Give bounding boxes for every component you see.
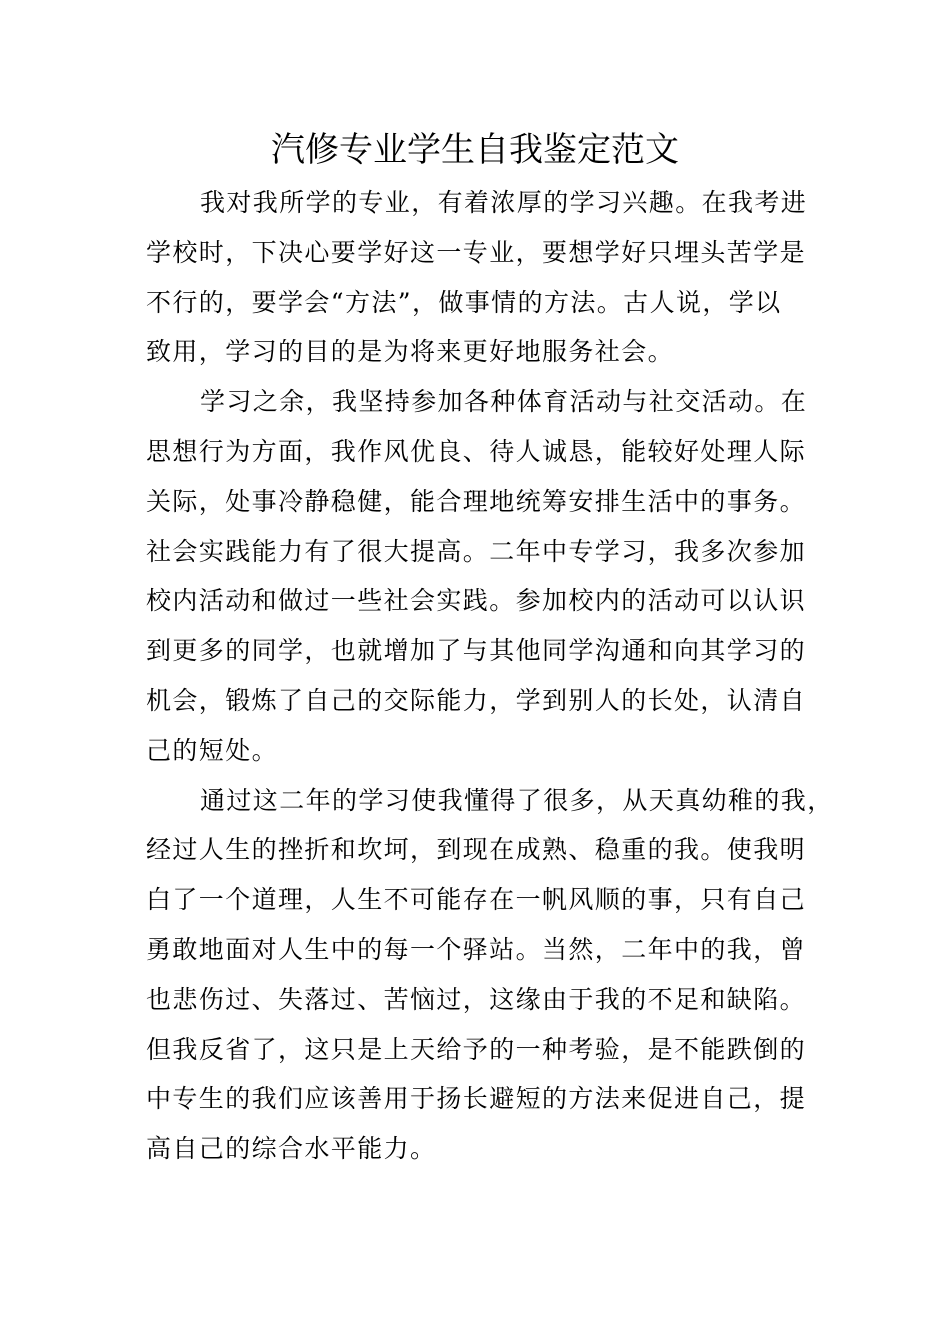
- paragraph-2-line-8: 己的短处。: [146, 735, 279, 765]
- paragraph-3-line-7: 中专生的我们应该善用于扬长避短的方法来促进自己，提: [146, 1084, 807, 1114]
- paragraph-3-line-8: 高自己的综合水平能力。: [146, 1134, 437, 1164]
- paragraph-1-line-1: 我对我所学的专业，有着浓厚的学习兴趣。在我考进: [200, 188, 808, 217]
- paragraph-1-line-4: 致用，学习的目的是为将来更好地服务社会。: [146, 337, 675, 367]
- paragraph-3-line-3: 白了一个道理，人生不可能存在一帆风顺的事，只有自己: [146, 885, 807, 915]
- paragraph-1-line-2: 学校时，下决心要学好这一专业，要想学好只埋头苦学是: [146, 237, 807, 267]
- paragraph-2-line-1: 学习之余，我坚持参加各种体育活动与社交活动。在: [200, 387, 808, 417]
- document-title: 汽修专业学生自我鉴定范文: [271, 130, 679, 170]
- paragraph-3-line-2: 经过人生的挫折和坎坷，到现在成熟、稳重的我。使我明: [146, 835, 807, 865]
- paragraph-2-line-6: 到更多的同学，也就增加了与其他同学沟通和向其学习的: [146, 636, 807, 666]
- paragraph-3-line-4: 勇敢地面对人生中的每一个驿站。当然，二年中的我，曾: [146, 934, 807, 964]
- paragraph-2-line-5: 校内活动和做过一些社会实践。参加校内的活动可以认识: [146, 586, 807, 616]
- paragraph-2-line-3: 关际，处事冷静稳健，能合理地统筹安排生活中的事务。: [146, 486, 807, 516]
- paragraph-1-line-3: 不行的，要学会“方法”，做事情的方法。古人说，学以: [146, 287, 782, 317]
- paragraph-2-line-4: 社会实践能力有了很大提高。二年中专学习，我多次参加: [146, 536, 807, 566]
- document-body: [146, 178, 834, 1174]
- paragraph-3-line-5: 也悲伤过、失落过、苦恼过，这缘由于我的不足和缺陷。: [146, 984, 807, 1014]
- paragraph-3-line-6: 但我反省了，这只是上天给予的一种考验，是不能跌倒的: [146, 1034, 807, 1064]
- paragraph-3-line-1: 通过这二年的学习使我懂得了很多，从天真幼稚的我，: [200, 785, 834, 815]
- paragraph-2-line-7: 机会，锻炼了自己的交际能力，学到别人的长处，认清自: [146, 685, 807, 715]
- paragraph-2-line-2: 思想行为方面，我作风优良、待人诚恳，能较好处理人际: [146, 436, 807, 466]
